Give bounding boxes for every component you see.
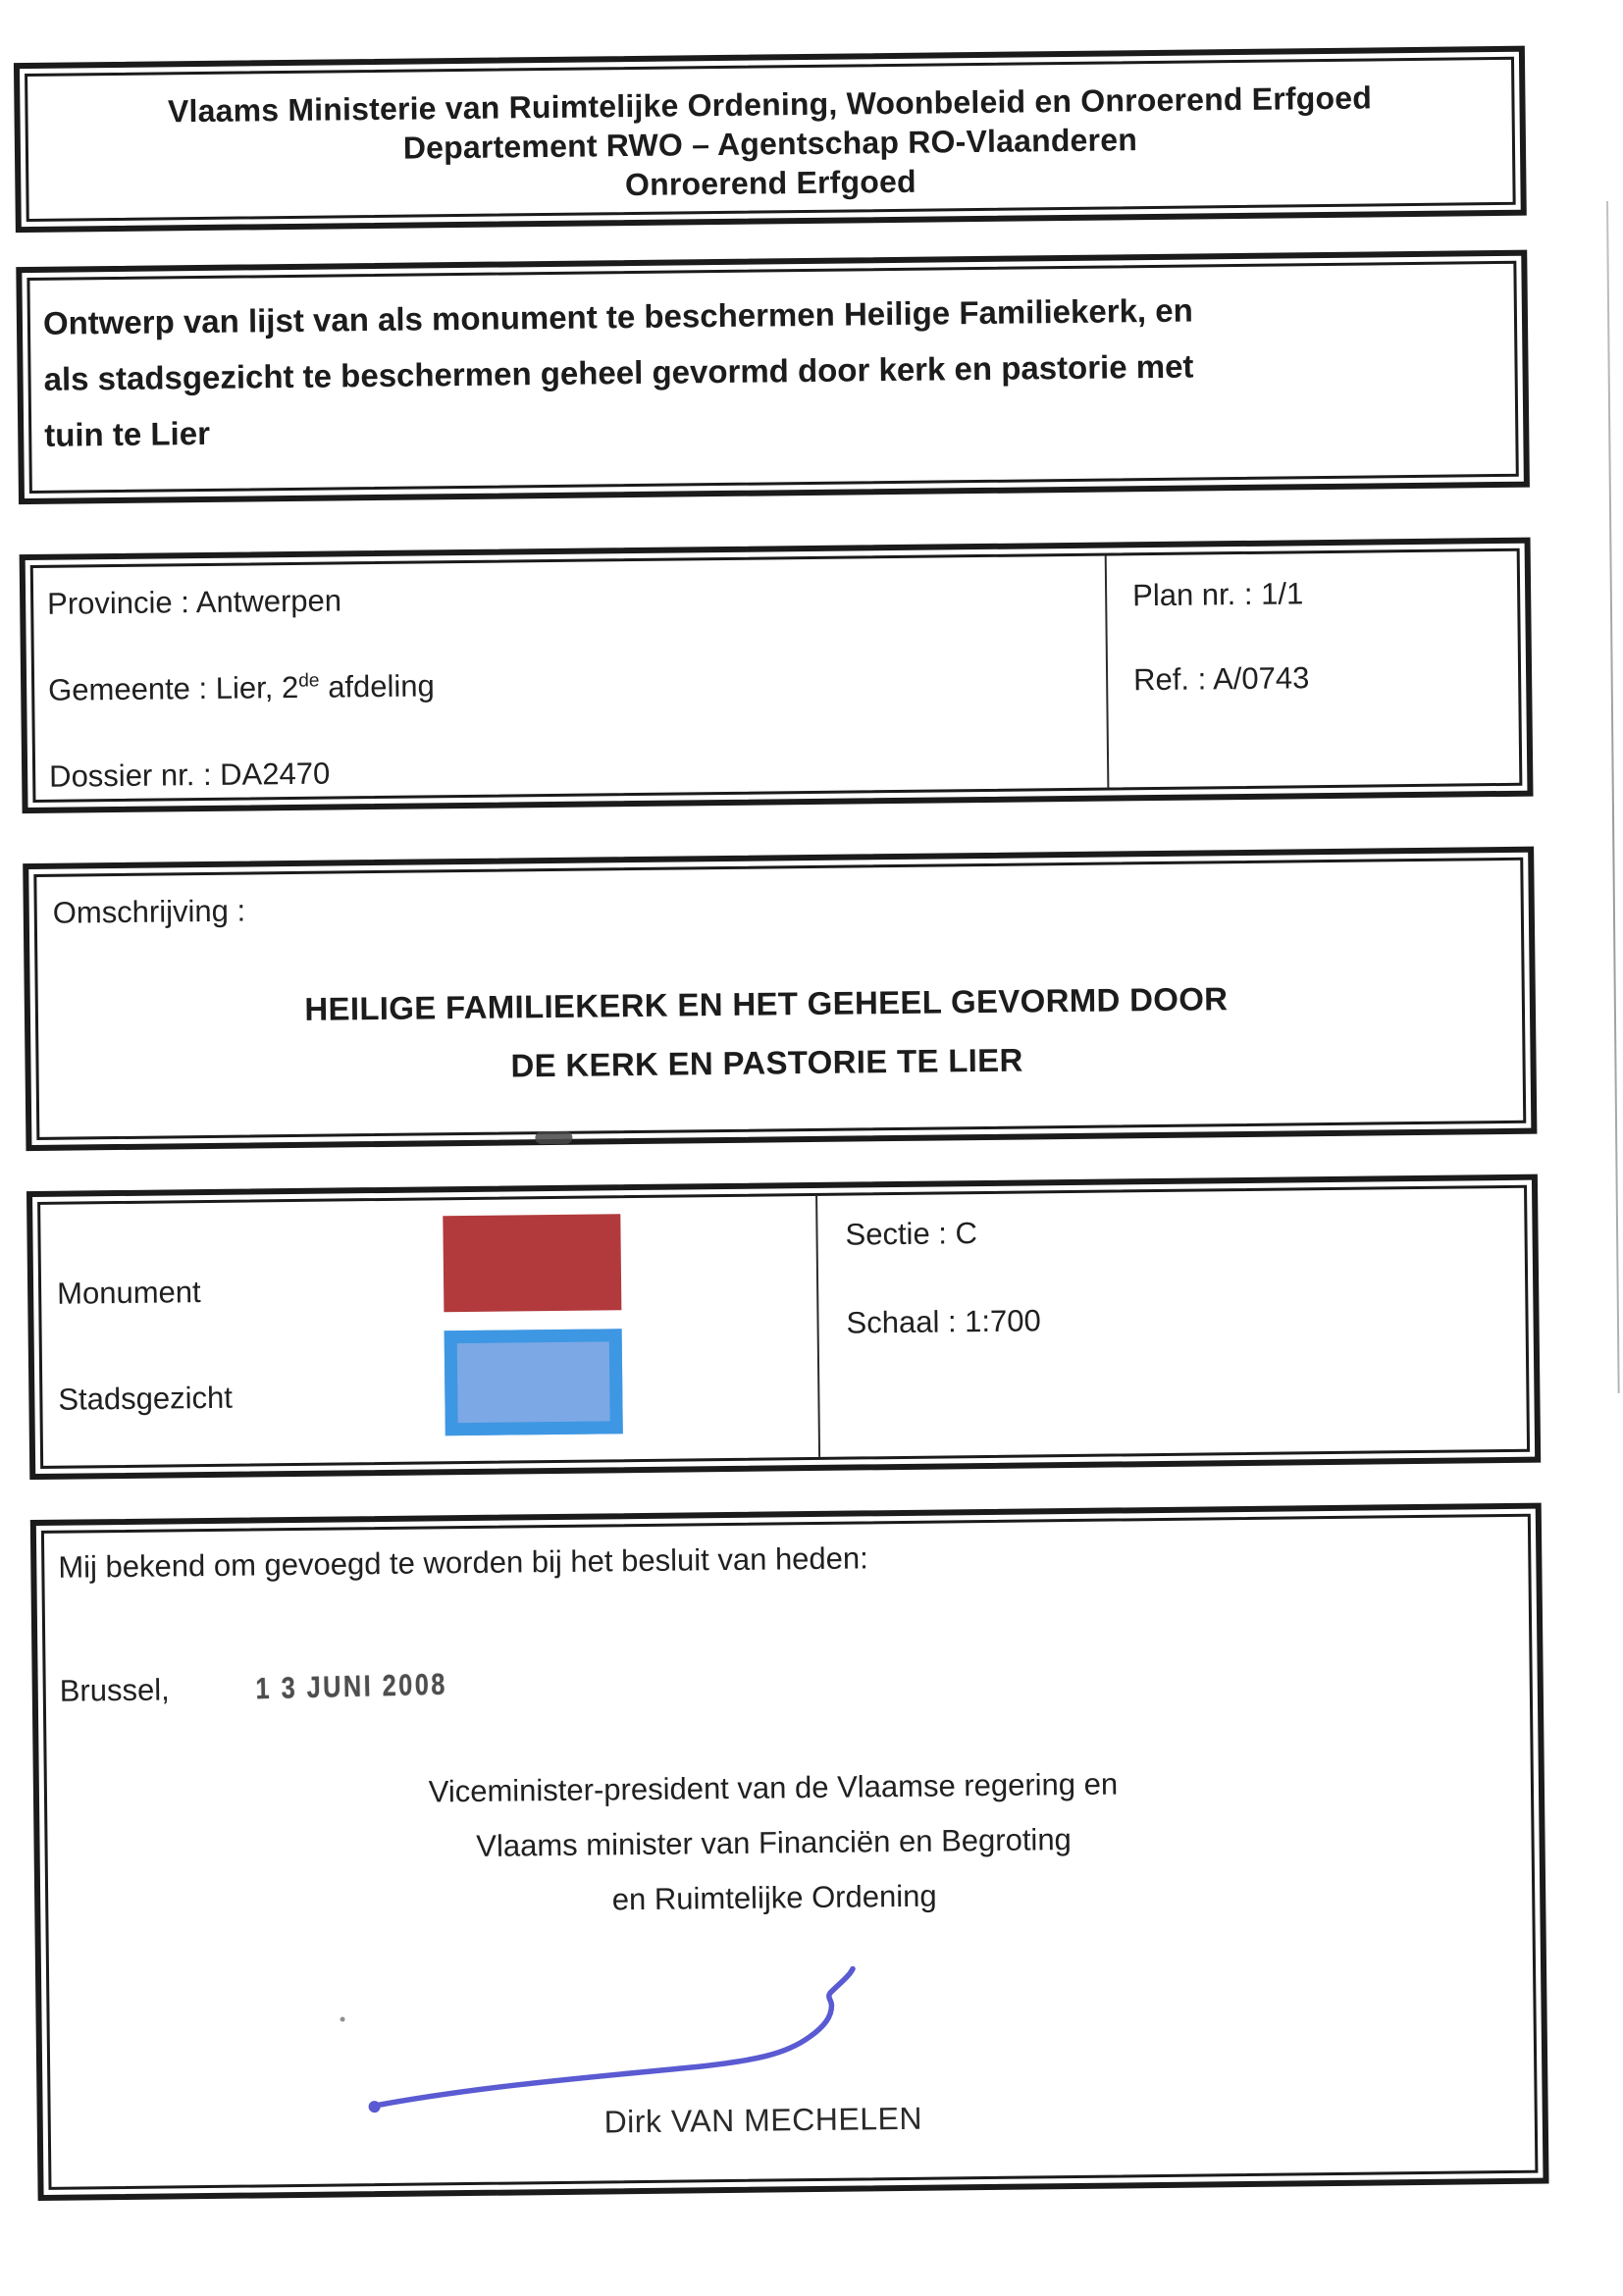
stadsgezicht-color-swatch (445, 1329, 623, 1435)
stadsgezicht-label: Stadsgezicht (58, 1380, 234, 1417)
sectie-field: Sectie : C (845, 1216, 978, 1252)
minister-title-line-3: en Ruimtelijke Ordening (611, 1878, 937, 1917)
designation-title-box (16, 250, 1530, 504)
designation-title-line-1: Ontwerp van lijst van als monument te beschermen Heilige Familiekerk, en (42, 291, 1193, 341)
signatory-name: Dirk VAN MECHELEN (603, 2100, 923, 2140)
decree-intro: Mij bekend om gevoegd te worden bij het besluit van heden: (58, 1540, 868, 1585)
ministry-header-box (14, 46, 1527, 233)
place-date-row (60, 1656, 1530, 1710)
gemeente-text-suffix: afdeling (319, 668, 436, 704)
case-info-box (20, 538, 1534, 813)
signature-ink-dot (340, 2016, 345, 2021)
signature (361, 1944, 873, 2121)
dossier-field: Dossier nr. : DA2470 (48, 756, 331, 794)
legend-inner-border (37, 1185, 1530, 1469)
date-stamp: 1 3 JUNI 2008 (255, 1668, 448, 1706)
monument-color-swatch (443, 1214, 621, 1312)
case-info-right-column (1105, 551, 1520, 788)
place-label: Brussel, (59, 1672, 170, 1708)
ministry-line-3: Onroerend Erfgoed (624, 163, 916, 203)
designation-title-inner-border (26, 261, 1518, 494)
minister-title-block (61, 1752, 1488, 1933)
decree-inner-border (41, 1514, 1539, 2190)
case-info-left-column (33, 556, 1108, 800)
case-info-columns (33, 551, 1520, 800)
plan-nr-field: Plan nr. : 1/1 (1131, 576, 1304, 613)
legend-left-column (40, 1196, 818, 1466)
designation-title-line-3: tuin te Lier (44, 414, 211, 453)
monument-label: Monument (56, 1275, 201, 1311)
omschrijving-heading (54, 966, 1480, 1100)
legend-right-column (815, 1188, 1527, 1457)
decree-box (30, 1503, 1549, 2201)
omschrijving-heading-line-1: HEILIGE FAMILIEKERK EN HET GEHEEL GEVORMD DOOR (304, 980, 1229, 1027)
schaal-field: Schaal : 1:700 (846, 1303, 1041, 1340)
legend-box (26, 1174, 1541, 1480)
minister-title-line-2: Vlaams minister van Financiën en Begroting (476, 1822, 1073, 1863)
ministry-line-2: Departement RWO – Agentschap RO-Vlaanderen (402, 122, 1138, 166)
omschrijving-box (23, 847, 1537, 1151)
provincie-field: Provincie : Antwerpen (46, 583, 342, 621)
ref-field: Ref. : A/0743 (1132, 660, 1310, 698)
omschrijving-label: Omschrijving : (52, 893, 246, 930)
minister-title-line-1: Viceminister-president van de Vlaamse regering en (428, 1766, 1119, 1809)
gemeente-ordinal-superscript: de (298, 670, 320, 692)
omschrijving-inner-border (33, 858, 1526, 1140)
gemeente-text: Gemeente : Lier, 2 (47, 669, 299, 707)
gemeente-field (48, 660, 1106, 709)
signature-stroke (373, 1969, 854, 2107)
ministry-header-inner-border (25, 57, 1516, 222)
legend-columns (40, 1188, 1527, 1466)
case-info-inner-border (30, 548, 1523, 803)
omschrijving-heading-line-2: DE KERK EN PASTORIE TE LIER (510, 1041, 1023, 1084)
designation-title-line-2: als stadsgezicht te beschermen geheel gevormd door kerk en pastorie met (43, 347, 1194, 397)
scan-smudge-artifact (535, 1131, 572, 1144)
ministry-line-1: Vlaams Ministerie van Ruimtelijke Ordening, Woonbeleid en Onroerend Erfgoed (167, 79, 1373, 130)
